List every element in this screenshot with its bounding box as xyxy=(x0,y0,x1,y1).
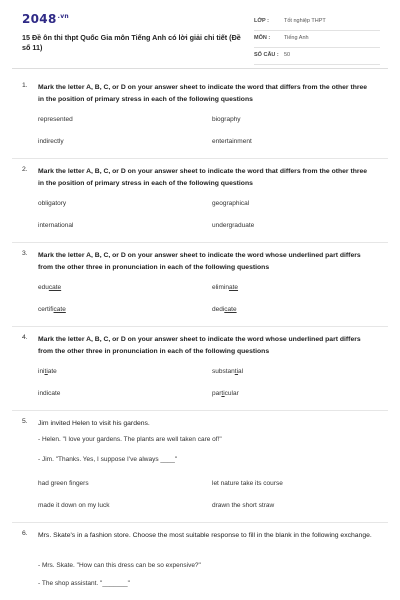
option-d[interactable] xyxy=(212,306,237,313)
word-part: ate xyxy=(47,368,57,375)
dialogue-line: - Jim. "Thanks. Yes, I suppose I've always ____" xyxy=(38,456,178,463)
question-text: Mark the letter A, B, C, or D on your answer sheet to indicate the word whose underlined part differs from the other three in pronunciation in each of the following questions xyxy=(38,252,361,271)
question-text: Mark the letter A, B, C, or D on your answer sheet to indicate the word that differs from the other three in the position of primary stress in each of the following questions xyxy=(38,84,368,103)
option-d[interactable]: undergraduate xyxy=(212,222,255,229)
header-divider xyxy=(12,68,388,69)
option-a[interactable]: represented xyxy=(38,116,73,123)
meta-row-class xyxy=(254,16,380,31)
question-text: Mrs. Skate's in a fashion store. Choose the most suitable response to fill in the blank in the following exchange. xyxy=(38,532,372,539)
meta-row-count xyxy=(254,50,380,65)
question-number: 4. xyxy=(22,334,28,341)
option-c[interactable]: international xyxy=(38,222,74,229)
question-text: Mark the letter A, B, C, or D on your answer sheet to indicate the word whose underlined part differs from the other three in pronunciation in each of the following questions xyxy=(38,336,361,355)
question-separator xyxy=(12,410,388,411)
word-part: cular xyxy=(224,390,239,397)
question-number: 6. xyxy=(22,530,28,537)
question-separator xyxy=(12,158,388,159)
underlined-part: ti xyxy=(234,368,239,375)
question-text: Jim invited Helen to visit his gardens. xyxy=(38,420,150,427)
option-b[interactable] xyxy=(212,368,243,375)
page-title: 15 Đề ôn thi thpt Quốc Gia môn Tiếng Anh có lời giải chi tiết (Đề số 11) xyxy=(22,33,241,52)
option-a[interactable]: obligatory xyxy=(38,200,67,207)
meta-box xyxy=(254,16,380,67)
option-a[interactable]: had green fingers xyxy=(38,480,89,487)
meta-value: Tốt nghiệp THPT xyxy=(284,18,326,24)
meta-label: LỚP : xyxy=(254,18,269,24)
option-c[interactable]: indirectly xyxy=(38,138,64,145)
question-number: 3. xyxy=(22,250,28,257)
option-b[interactable] xyxy=(212,284,238,291)
option-c[interactable] xyxy=(38,306,66,313)
option-c[interactable] xyxy=(38,390,60,397)
question-separator xyxy=(12,326,388,327)
word-part: indicate xyxy=(38,390,61,397)
word-part: par xyxy=(212,390,222,397)
meta-value: 50 xyxy=(284,52,291,58)
option-d[interactable]: entertainment xyxy=(212,138,252,145)
meta-row-subject xyxy=(254,33,380,48)
meta-label: MÔN : xyxy=(254,35,271,41)
option-b[interactable]: geographical xyxy=(212,200,250,207)
word-part: substan xyxy=(212,368,235,375)
logo-text: 2048 xyxy=(22,12,57,26)
dialogue-line: - The shop assistant. "_______" xyxy=(38,580,130,587)
underlined-part: cate xyxy=(53,306,66,313)
underlined-part: ti xyxy=(44,368,48,375)
question-number: 5. xyxy=(22,418,28,425)
word-part: dedi xyxy=(212,306,225,313)
dialogue-line: - Mrs. Skate. "How can this dress can be so expensive?" xyxy=(38,562,201,569)
header xyxy=(0,0,400,68)
option-d[interactable]: drawn the short straw xyxy=(212,502,275,509)
question-separator xyxy=(12,522,388,523)
word-part: elimin xyxy=(212,284,229,291)
option-a[interactable] xyxy=(38,284,61,291)
question-text: Mark the letter A, B, C, or D on your answer sheet to indicate the word that differs from the other three in the position of primary stress in each of the following questions xyxy=(38,168,368,187)
option-b[interactable]: biography xyxy=(212,116,241,123)
underlined-part: cate xyxy=(48,284,62,291)
option-c[interactable]: made it down on my luck xyxy=(38,502,110,509)
question-number: 1. xyxy=(22,82,28,89)
meta-label: SỐ CÂU : xyxy=(254,52,279,58)
site-logo[interactable] xyxy=(22,12,69,26)
logo-suffix: .vn xyxy=(57,13,69,20)
option-a[interactable] xyxy=(38,368,57,375)
word-part: ini xyxy=(38,368,45,375)
word-part: certifi xyxy=(38,306,54,313)
question-separator xyxy=(12,242,388,243)
question-number: 2. xyxy=(22,166,28,173)
underlined-part: ti xyxy=(221,390,225,397)
word-part: al xyxy=(238,368,244,375)
meta-value: Tiếng Anh xyxy=(284,35,309,41)
word-part: edu xyxy=(38,284,49,291)
option-b[interactable]: let nature take its course xyxy=(212,480,283,487)
option-d[interactable] xyxy=(212,390,239,397)
underlined-part: cate xyxy=(224,306,237,313)
underlined-part: ate xyxy=(228,284,239,291)
dialogue-line: - Helen. "I love your gardens. The plants are well taken care of!" xyxy=(38,436,222,443)
